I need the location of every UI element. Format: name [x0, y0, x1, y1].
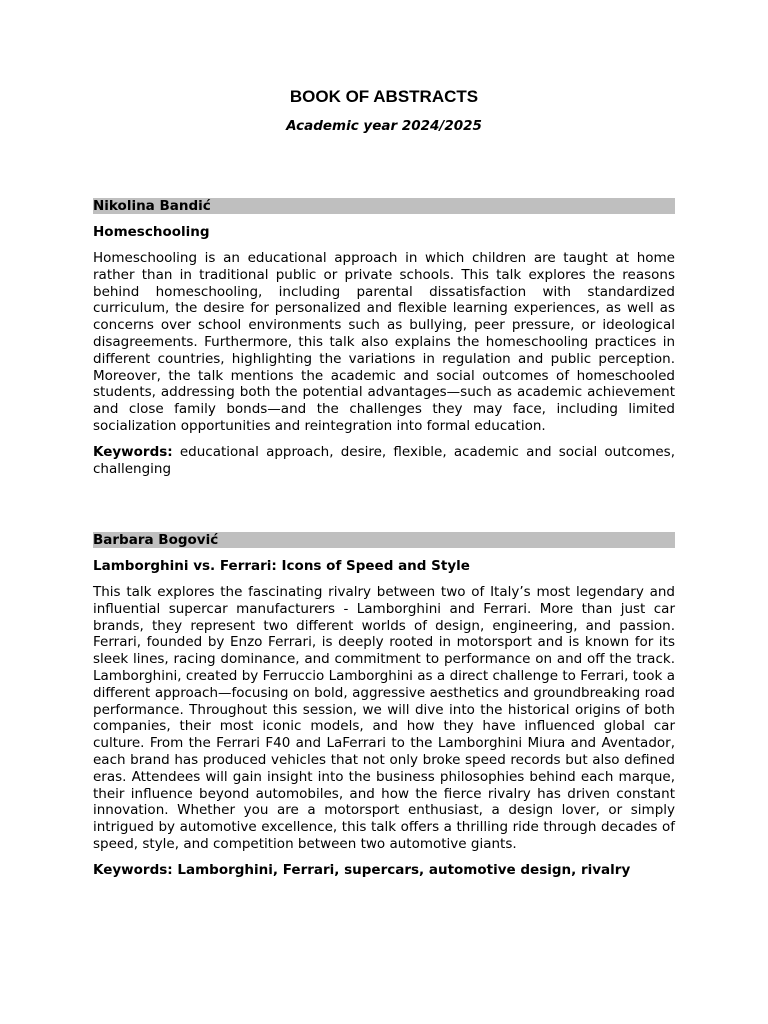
- document-subtitle: Academic year 2024/2025: [286, 118, 482, 134]
- abstract-entry: [93, 198, 675, 477]
- keywords-list: Lamborghini, Ferrari, supercars, automotive design, rivalry: [177, 861, 631, 878]
- keywords-label: Keywords:: [93, 443, 173, 460]
- keywords-list: educational approach, desire, flexible, academic and social outcomes, challenging: [93, 443, 675, 477]
- keywords: [93, 862, 675, 879]
- author-name: Barbara Bogović: [93, 532, 675, 548]
- abstract-text: Homeschooling is an educational approach in which children are taught at home rather than in traditional public or private schools. This talk explores the reasons behind homeschooling, including parental dissatisfaction with standardized curriculum, the desire for personalized and flexible learning experiences, as well as concerns over school environments such as bullying, peer pressure, or ideological disagreements. Furthermore, this talk also explains the homeschooling practices in different countries, highlighting the variations in regulation and public perception. Moreover, the talk mentions the academic and social outcomes of homeschooled students, addressing both the potential advantages—such as academic achievement and close family bonds—and the challenges they may face, including limited socialization opportunities and reintegration into formal education.: [93, 250, 675, 434]
- keywords: [93, 444, 675, 478]
- talk-title: Homeschooling: [93, 224, 210, 240]
- abstract-entry: [93, 532, 675, 879]
- author-name: Nikolina Bandić: [93, 198, 675, 214]
- document-title: BOOK OF ABSTRACTS: [289, 87, 479, 106]
- keywords-label: Keywords:: [93, 861, 173, 878]
- abstract-text: This talk explores the fascinating rivalry between two of Italy’s most legendary and influential supercar manufacturers - Lamborghini and Ferrari. More than just car brands, they represent two different worlds of design, engineering, and passion. Ferrari, founded by Enzo Ferrari, is deeply rooted in motorsport and is known for its sleek lines, racing dominance, and commitment to performance on and off the track. Lamborghini, created by Ferruccio Lamborghini as a direct challenge to Ferrari, took a different approach—focusing on bold, aggressive aesthetics and groundbreaking road performance. Throughout this session, we will dive into the historical origins of both companies, their most iconic models, and how they have influenced global car culture. From the Ferrari F40 and LaFerrari to the Lamborghini Miura and Aventador, each brand has produced vehicles that not only broke speed records but also defined eras. Attendees will gain insight into the business philosophies behind each marque, their influence beyond automobiles, and how the fierce rivalry has driven constant innovation. Whether you are a motorsport enthusiast, a design lover, or simply intrigued by automotive excellence, this talk offers a thrilling ride through decades of speed, style, and competition between two automotive giants.: [93, 584, 675, 852]
- talk-title: Lamborghini vs. Ferrari: Icons of Speed and Style: [93, 558, 470, 574]
